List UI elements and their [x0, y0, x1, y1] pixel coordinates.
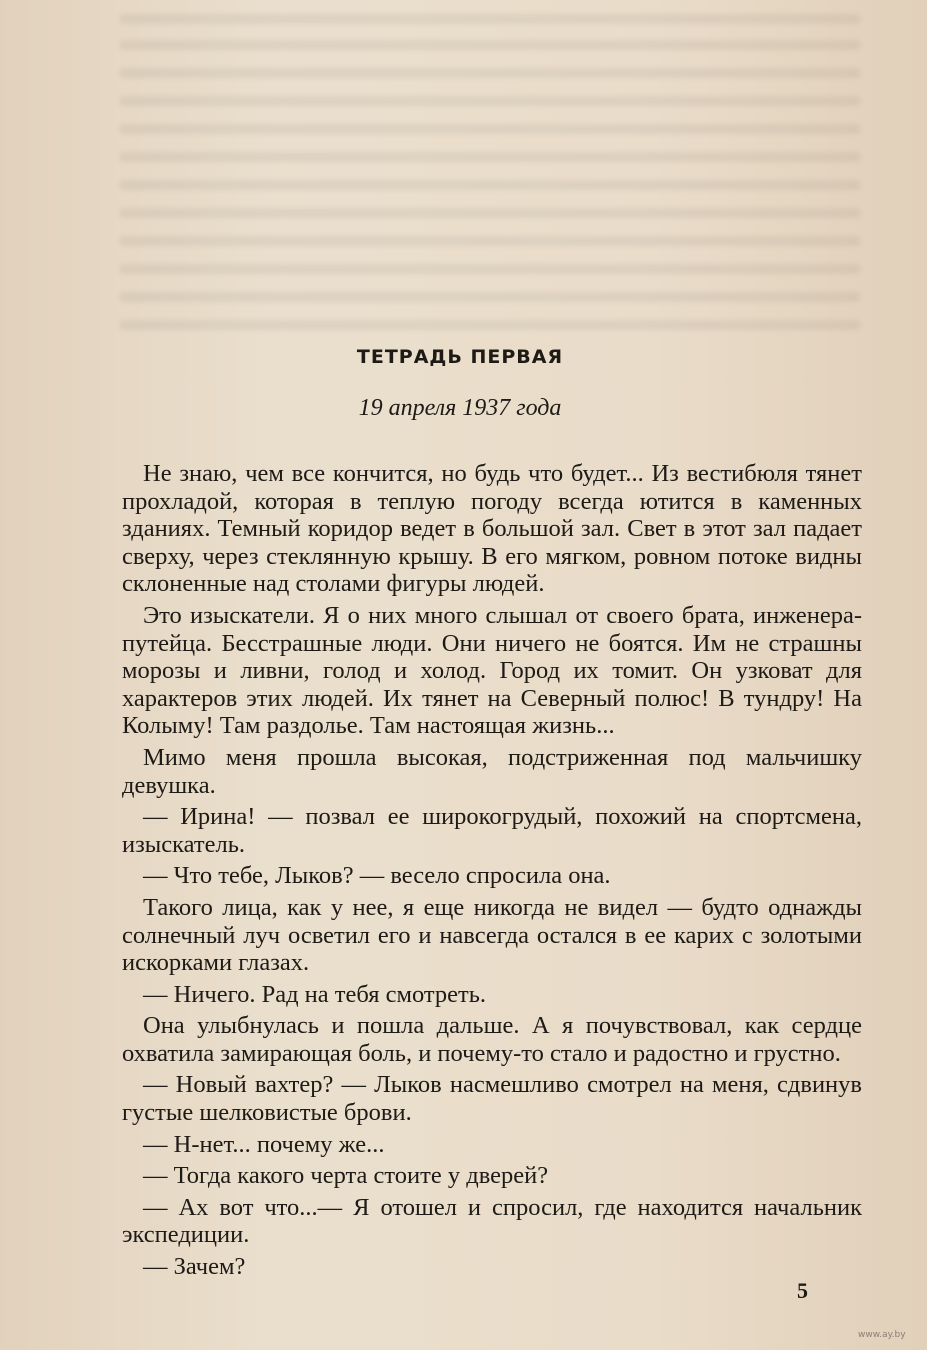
paragraph: Мимо меня прошла высокая, подстриженная под мальчишку девушка. [122, 743, 862, 799]
paragraph: — Н-нет... почему же... [143, 1130, 385, 1158]
chapter-date: 19 апреля 1937 года [358, 395, 562, 421]
bleed-through-line [120, 40, 860, 50]
paragraph: — Новый вахтер? — Лыков насмешливо смотрел на меня, сдвинув густые шелковистые брови. [122, 1071, 862, 1127]
bleed-through-line [120, 180, 860, 190]
paragraph: — Тогда какого черта стоите у дверей? [143, 1162, 549, 1190]
bleed-through-line [120, 292, 860, 302]
chapter-title: ТЕТРАДЬ ПЕРВАЯ [356, 346, 564, 368]
bleed-through-line [120, 264, 860, 274]
paragraph: Не знаю, чем все кончится, но будь что будет... Из вестибюля тянет прохладой, которая в теплую погоду всегда ютится в каменных зданиях. Темный коридор ведет в большой зал. Свет в этот зал падает сверху, через стеклянную крышу. В его мягком, ровном потоке видны склоненные над столами фигуры людей. [122, 460, 862, 598]
bleed-through-line [120, 96, 860, 106]
bleed-through-line [120, 236, 860, 246]
paragraph: — Зачем? [143, 1253, 246, 1281]
bleed-through-line [120, 124, 860, 134]
paragraph: — Ничего. Рад на тебя смотреть. [143, 980, 487, 1008]
bleed-through-line [120, 14, 860, 24]
body-text [122, 460, 862, 1285]
bleed-through-line [120, 68, 860, 78]
paragraph: Это изыскатели. Я о них много слышал от своего брата, инженера-путейца. Бесстрашные люди. Они ничего не боятся. Им не страшны морозы и ливни, голод и холод. Город их томит. Он узковат для характеров этих людей. Их тянет на Северный полюс! В тундру! На Колыму! Там раздолье. Там настоящая жизнь... [122, 601, 862, 740]
paragraph: — Ирина! — позвал ее широкогрудый, похожий на спортсмена, изыскатель. [122, 803, 862, 858]
paragraph: Такого лица, как у нее, я еще никогда не видел — будто однажды солнечный луч осветил его и навсегда остался в ее карих с золотыми искорками глазах. [122, 893, 862, 977]
page-number: 5 [797, 1278, 808, 1303]
bleed-through-line [120, 208, 860, 218]
bleed-through-line [120, 152, 860, 162]
paragraph: Она улыбнулась и пошла дальше. А я почувствовал, как сердце охватила замирающая боль, и почему-то стало и радостно и грустно. [122, 1012, 862, 1067]
watermark: www.ay.by [858, 1330, 906, 1340]
bleed-through-line [120, 320, 860, 330]
paragraph: — Ах вот что...— Я отошел и спросил, где находится начальник экспедиции. [122, 1193, 862, 1249]
paragraph: — Что тебе, Лыков? — весело спросила она. [143, 862, 611, 890]
